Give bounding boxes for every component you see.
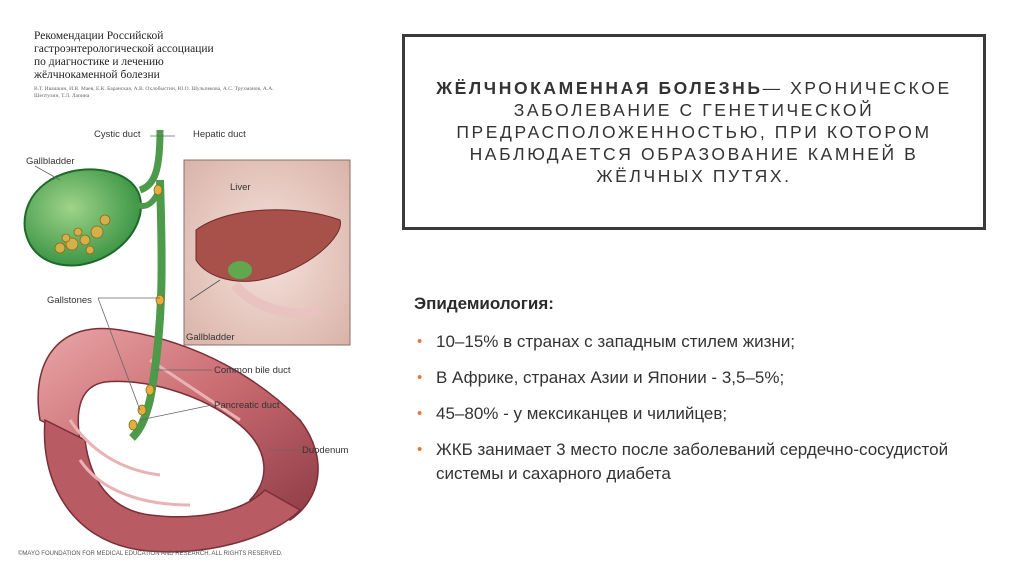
- source-line: по диагностике и лечению: [34, 56, 164, 68]
- definition-box: [402, 34, 986, 230]
- definition-body: — ХРОНИЧЕСКОЕ ЗАБОЛЕВАНИЕ С ГЕНЕТИЧЕСКОЙ ПРЕДРАСПОЛОЖЕННОСТЬЮ, ПРИ КОТОРОМ НАБЛЮДАЕТСЯ ОБРАЗОВАНИЕ КАМНЕЙ В ЖЁЛЧНЫХ ПУТЯХ.: [456, 78, 952, 186]
- label-gallstones: Gallstones: [47, 295, 92, 306]
- definition-term: ЖЁЛЧНОКАМЕННАЯ БОЛЕЗНЬ: [436, 78, 763, 98]
- list-item-text: В Африке, странах Азии и Японии - 3,5–5%;: [436, 368, 785, 387]
- definition-text: [419, 77, 969, 187]
- source-citation: [34, 30, 274, 82]
- source-line: Рекомендации Российской: [34, 30, 164, 42]
- list-item: [414, 366, 994, 390]
- bullet-icon: •: [417, 369, 423, 386]
- epidemiology-list: [414, 330, 994, 486]
- list-item: [414, 330, 994, 354]
- label-hepatic-duct: Hepatic duct: [193, 129, 246, 140]
- bullet-icon: •: [417, 441, 423, 458]
- source-authors: В.Т. Ивашкин, И.В. Маев, Е.К. Баранская, А.В. Охлобыстин, Ю.О. Шульпекова, А.С. Трухманов, А.А. Шептулин, Т.Л. Лапина: [34, 86, 274, 99]
- epidemiology-section: [414, 294, 994, 498]
- inset-label-gallbladder: Gallbladder: [186, 332, 235, 343]
- label-cystic-duct: Cystic duct: [94, 129, 141, 140]
- list-item-text: 45–80% - у мексиканцев и чилийцев;: [436, 404, 728, 423]
- biliary-anatomy-illustration: [0, 120, 400, 570]
- source-line: гастроэнтерологической ассоциации: [34, 43, 214, 55]
- label-gallbladder: Gallbladder: [26, 156, 75, 167]
- label-pancreatic-duct: Pancreatic duct: [214, 400, 280, 411]
- anatomy-inset: [184, 160, 350, 345]
- list-item: [414, 438, 994, 486]
- copyright-notice: ©MAYO FOUNDATION FOR MEDICAL EDUCATION AND RESEARCH. ALL RIGHTS RESERVED.: [18, 551, 283, 557]
- bullet-icon: •: [417, 333, 423, 350]
- label-common-bile-duct: Common bile duct: [214, 365, 291, 376]
- list-item-text: 10–15% в странах с западным стилем жизни;: [436, 332, 796, 351]
- inset-label-liver: Liver: [230, 182, 251, 193]
- source-line: жёлчнокаменной болезни: [34, 69, 160, 81]
- bullet-icon: •: [417, 405, 423, 422]
- label-duodenum: Duodenum: [302, 445, 349, 456]
- list-item: [414, 402, 994, 426]
- epidemiology-title: Эпидемиология:: [414, 294, 554, 313]
- list-item-text: ЖКБ занимает 3 место после заболеваний сердечно-сосудистой системы и сахарного диабета: [436, 440, 949, 483]
